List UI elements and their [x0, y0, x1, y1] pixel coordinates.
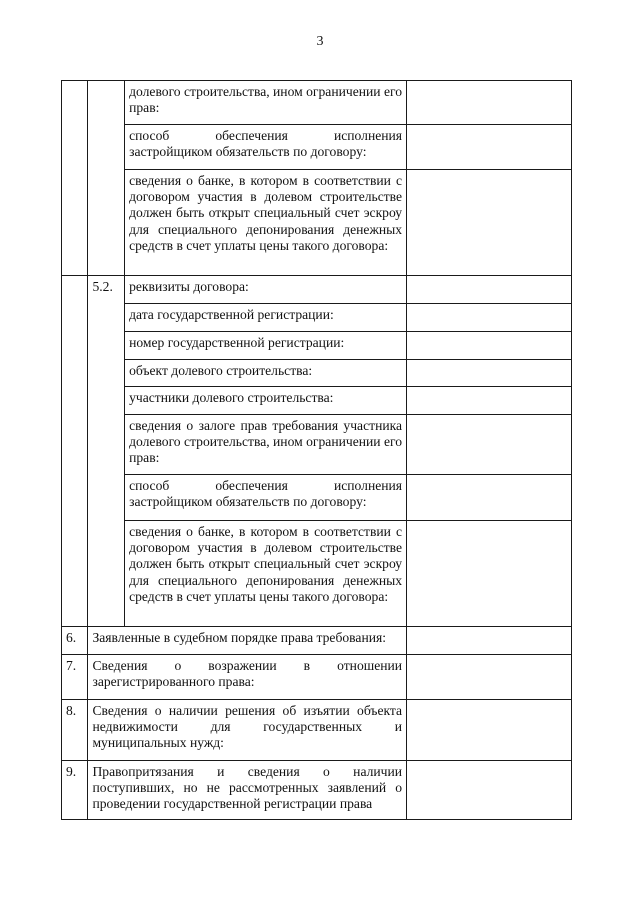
table-row [62, 521, 572, 627]
row-value [407, 276, 572, 304]
table-row [62, 81, 572, 125]
row-label: Заявленные в судебном порядке права требования: [88, 627, 407, 655]
table-row [62, 170, 572, 276]
item-number: 7. [62, 655, 88, 700]
section-number-cell [62, 81, 88, 276]
table-row [62, 655, 572, 700]
row-label: Сведения о наличии решения об изъятии объекта недвижимости для государственных и муниципальных нужд: [88, 700, 407, 761]
table-row [62, 332, 572, 360]
row-value [407, 475, 572, 521]
section-number-cell [62, 276, 88, 627]
row-value [407, 81, 572, 125]
item-number: 6. [62, 627, 88, 655]
row-value [407, 700, 572, 761]
subsection-number-cell [88, 81, 125, 276]
table-row [62, 415, 572, 475]
item-number: 9. [62, 761, 88, 820]
row-value [407, 387, 572, 415]
table-row [62, 387, 572, 415]
table-row [62, 125, 572, 170]
row-value [407, 125, 572, 170]
row-value [407, 170, 572, 276]
row-label: способ обеспечения исполнения застройщиком обязательств по договору: [125, 475, 407, 521]
table-row [62, 360, 572, 387]
row-value [407, 304, 572, 332]
row-label: Правопритязания и сведения о наличии поступивших, но не рассмотренных заявлений о проведении государственной регистрации права [88, 761, 407, 820]
row-label: сведения о залоге прав требования участника долевого строительства, ином ограничении его прав: [125, 415, 407, 475]
table-row [62, 276, 572, 304]
row-label: реквизиты договора: [125, 276, 407, 304]
row-value [407, 415, 572, 475]
row-value [407, 360, 572, 387]
extract-table [61, 80, 572, 820]
page-number: 3 [316, 34, 324, 49]
row-value [407, 521, 572, 627]
subsection-number: 5.2. [88, 276, 125, 627]
row-value [407, 761, 572, 820]
row-label: объект долевого строительства: [125, 360, 407, 387]
table-row [62, 304, 572, 332]
row-label: сведения о банке, в котором в соответствии с договором участия в долевом строительстве должен быть открыт специальный счет эскроу для специального депонирования денежных средств в счет уплаты цены такого договора: [125, 521, 407, 627]
row-value [407, 655, 572, 700]
row-label: способ обеспечения исполнения застройщиком обязательств по договору: [125, 125, 407, 170]
row-label: номер государственной регистрации: [125, 332, 407, 360]
row-label: участники долевого строительства: [125, 387, 407, 415]
table-row [62, 761, 572, 820]
item-number: 8. [62, 700, 88, 761]
row-label: Сведения о возражении в отношении зарегистрированного права: [88, 655, 407, 700]
table-row [62, 627, 572, 655]
table-row [62, 700, 572, 761]
row-label: долевого строительства, ином ограничении его прав: [125, 81, 407, 125]
row-label: дата государственной регистрации: [125, 304, 407, 332]
table-row [62, 475, 572, 521]
row-label: сведения о банке, в котором в соответствии с договором участия в долевом строительстве должен быть открыт специальный счет эскроу для специального депонирования денежных средств в счет уплаты цены такого договора: [125, 170, 407, 276]
row-value [407, 332, 572, 360]
row-value [407, 627, 572, 655]
